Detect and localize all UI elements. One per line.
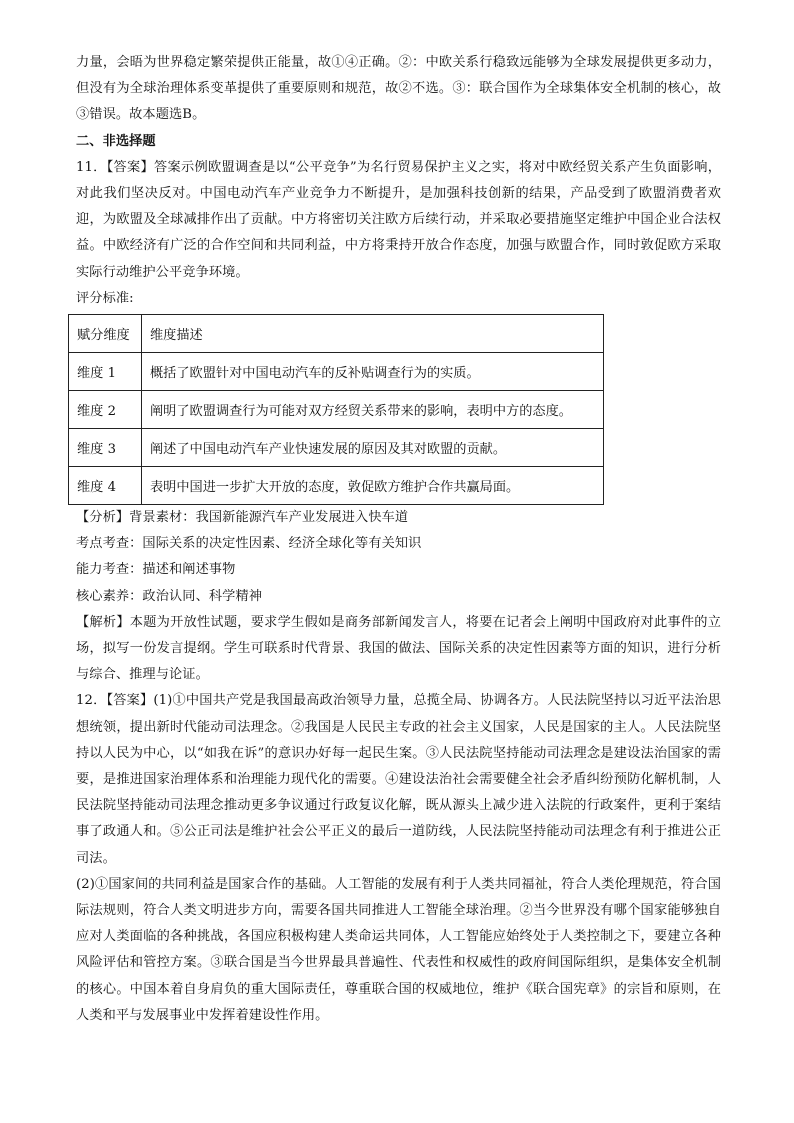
section-heading: 二、非选择题	[76, 133, 156, 149]
table-header-cell: 赋分维度	[69, 315, 142, 353]
q12-answer-part1: 12．【答案】(1)①中国共产党是我国最高政治领导力量，总揽全局、协调各方。人民法院坚持以习近平法治思想统领，提出新时代能动司法理念。②我国是人民民主专政的社会主义国家，人民是国家的主人。人民法院坚持以人民为中心，以“如我在诉”的意识办好每一起民生案。③人民法院坚持能动司法理念是建设法治国家的需要，是推进国家治理体系和治理能力现代化的需要。④建设法治社会需要健全社会矛盾纠纷预防化解机制，人民法院坚持能动司法理念推动更多争议通过行政复议化解，既从源头上减少进入法院的行政案件，更利于案结事了政通人和。⑤公正司法是维护社会公平正义的最后一道防线，人民法院坚持能动司法理念有利于推进公正司法。	[76, 693, 721, 866]
table-cell: 维度 3	[69, 429, 142, 467]
q11-ability: 能力考查：描述和阐述事物	[76, 562, 236, 578]
answer-10-continuation: 力量，会晤为世界稳定繁荣提供正能量，故①④正确。②：中欧关系行稳致远能够为全球发展提供更多动力，但没有为全球治理体系变革提供了重要原则和规范，故②不选。③：联合国作为全球集体安全机制的核心，故③错误。故本题选B。	[76, 55, 721, 123]
scoring-label: 评分标准:	[76, 290, 134, 306]
document-page	[76, 50, 721, 1029]
q11-explanation: 【解析】本题为开放性试题，要求学生假如是商务部新闻发言人，将要在记者会上阐明中国政府对此事件的立场，拟写一份发言提纲。学生可联系时代背景、我国的做法、国际关系的决定性因素等方面的知识，进行分析与综合、推理与论证。	[76, 614, 721, 683]
table-row	[69, 429, 604, 467]
q12-answer-part2: (2)①国家间的共同利益是国家合作的基础。人工智能的发展有利于人类共同福祉，符合人类伦理规范，符合国际法规则，符合人类文明进步方向，需要各国共同推进人工智能全球治理。②当今世界没有哪个国家能够独自应对人类面临的各种挑战，各国应积极构建人类命运共同体，人工智能应始终处于人类控制之下，要建立各种风险评估和管控方案。③联合国是当今世界最具普遍性、代表性和权威性的政府间国际组织，是集体安全机制的核心。中国本着自身肩负的重大国际责任，尊重联合国的权威地位，维护《联合国宪章》的宗旨和原则，在人类和平与发展事业中发挥着建设性作用。	[76, 876, 721, 1023]
table-cell: 表明中国进一步扩大开放的态度，敦促欧方维护合作共赢局面。	[142, 467, 604, 505]
table-header-cell: 维度描述	[142, 315, 604, 353]
table-row	[69, 391, 604, 429]
table-header-row	[69, 315, 604, 353]
q11-literacy: 核心素养：政治认同、科学精神	[76, 588, 263, 604]
q11-answer: 11．【答案】答案示例欧盟调查是以“公平竞争”为名行贸易保护主义之实，将对中欧经贸关系产生负面影响，对此我们坚决反对。中国电动汽车产业竞争力不断提升，是加强科技创新的结果，产品受到了欧盟消费者欢迎，为欧盟及全球减排作出了贡献。中方将密切关注欧方后续行动，并采取必要措施坚定维护中国企业合法权益。中欧经济有广泛的合作空间和共同利益，中方将秉持开放合作态度，加强与欧盟合作，同时敦促欧方采取实际行动维护公平竞争环境。	[76, 159, 721, 280]
table-cell: 维度 1	[69, 353, 142, 391]
table-cell: 阐明了欧盟调查行为可能对双方经贸关系带来的影响，表明中方的态度。	[142, 391, 604, 429]
table-cell: 维度 2	[69, 391, 142, 429]
table-cell: 阐述了中国电动汽车产业快速发展的原因及其对欧盟的贡献。	[142, 429, 604, 467]
q11-exam-points: 考点考查：国际关系的决定性因素、经济全球化等有关知识	[76, 536, 422, 552]
table-row	[69, 467, 604, 505]
table-cell: 概括了欧盟针对中国电动汽车的反补贴调查行为的实质。	[142, 353, 604, 391]
table-cell: 维度 4	[69, 467, 142, 505]
scoring-table	[68, 314, 604, 505]
table-row	[69, 353, 604, 391]
q11-analysis: 【分析】背景素材：我国新能源汽车产业发展进入快车道	[76, 510, 409, 526]
